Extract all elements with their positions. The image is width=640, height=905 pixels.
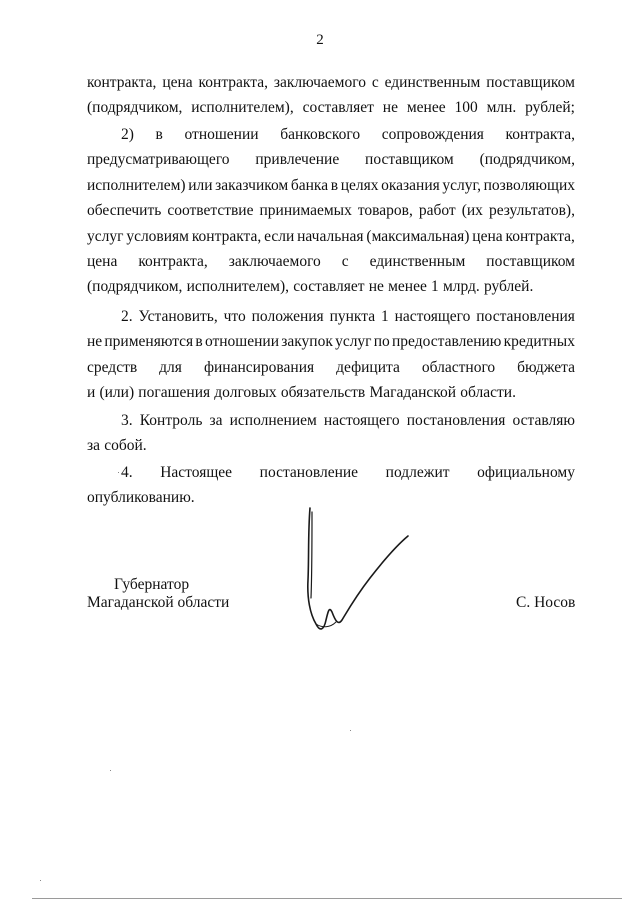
word: не — [382, 99, 398, 117]
word: контракта, — [191, 227, 262, 245]
word: в — [155, 126, 163, 143]
word: кредитных — [503, 333, 575, 351]
scan-speck — [350, 730, 351, 731]
scan-speck — [40, 880, 41, 881]
word: финансирования — [203, 358, 315, 376]
word: постановления — [406, 412, 506, 429]
word: Магаданской — [369, 384, 457, 402]
word: области. — [460, 384, 516, 402]
word: применяются — [104, 333, 194, 351]
paragraph-2-line-1 — [121, 124, 575, 146]
word: постановления — [476, 308, 575, 325]
word: погашения — [138, 384, 211, 402]
paragraph-3-line-3 — [87, 357, 575, 379]
signatory-title-line2: Магаданской области — [87, 594, 230, 611]
word: (подрядчиком, — [87, 99, 183, 117]
word: подлежит — [385, 464, 450, 481]
word: рублей. — [483, 278, 534, 296]
signatory-title-line1: Губернатор — [114, 576, 190, 593]
word: в — [330, 176, 339, 194]
word: исполнителем), — [186, 278, 290, 296]
word: цена — [472, 227, 503, 245]
word: Установить, — [138, 308, 218, 325]
word: 2. — [121, 308, 133, 325]
word: млрд. — [442, 278, 480, 296]
word: настоящего — [394, 308, 471, 325]
word: составляет — [293, 278, 365, 296]
word: опубликованию. — [87, 489, 195, 507]
paragraph-1-line-1 — [87, 72, 575, 94]
word: соответствие — [167, 202, 254, 220]
word: отношении — [204, 333, 280, 351]
word: банка — [290, 176, 329, 194]
word: по — [373, 333, 390, 351]
paragraph-4-line-1 — [121, 410, 575, 432]
word: единственным — [384, 74, 481, 91]
word: заказчиком — [215, 176, 289, 194]
word: услуг, — [442, 176, 482, 194]
word: не — [87, 333, 103, 351]
word: обеспечить — [87, 202, 162, 220]
word: оказания — [381, 176, 440, 194]
word: официальному — [477, 464, 575, 481]
word: предусматривающего — [87, 151, 230, 169]
word: в — [195, 333, 203, 351]
word: контракта, — [87, 74, 157, 91]
word: не — [368, 278, 384, 296]
word: исполнением — [229, 412, 317, 429]
word: и — [87, 384, 96, 402]
page-number: 2 — [316, 32, 324, 48]
word: исполнителем) — [87, 176, 186, 194]
word: привлечение — [255, 151, 340, 169]
word: настоящего — [323, 412, 400, 429]
paragraph-2-line-2 — [87, 149, 575, 171]
word: менее — [406, 99, 446, 117]
word: принимаемых — [259, 202, 352, 220]
paragraph-2-line-6 — [87, 251, 575, 273]
scan-speck — [118, 472, 119, 473]
handwritten-signature — [296, 502, 416, 642]
word: Контроль — [139, 412, 203, 429]
word: поставщиком — [486, 74, 575, 91]
paragraph-3-line-1 — [121, 306, 575, 328]
word: за — [209, 412, 223, 429]
word: бюджета — [517, 358, 575, 376]
word: дефицита — [336, 358, 400, 376]
word: единственным — [369, 253, 466, 270]
word: поставщиком — [365, 151, 454, 169]
word: контракта, — [505, 227, 575, 245]
paragraph-3-line-4 — [87, 382, 575, 404]
paragraph-3-line-2 — [87, 331, 575, 353]
word: условиям — [126, 227, 189, 245]
word: отношении — [184, 126, 259, 143]
word: услуг — [87, 227, 124, 245]
word: с — [371, 74, 379, 91]
word: сопровождения — [381, 126, 484, 143]
word: цена — [162, 74, 193, 91]
word: обязательств — [280, 384, 366, 402]
word: целях — [340, 176, 379, 194]
word: с — [341, 253, 349, 270]
word: 2) — [121, 126, 134, 143]
word: составляет — [302, 99, 374, 117]
paragraph-4-line-2 — [87, 435, 575, 457]
word: 4. — [121, 464, 133, 481]
scan-bottom-edge — [32, 898, 622, 899]
word: (их — [461, 202, 483, 220]
word: 1 — [380, 308, 389, 325]
scan-speck — [110, 770, 111, 771]
word: пункта — [329, 308, 376, 325]
word: 3. — [121, 412, 133, 429]
word: положения — [251, 308, 324, 325]
word: млн. — [486, 99, 517, 117]
word: менее — [388, 278, 427, 296]
word: что — [223, 308, 246, 325]
word: за — [87, 437, 101, 455]
paragraph-2-line-7 — [87, 276, 575, 298]
paragraph-2-line-5 — [87, 226, 575, 248]
word: работ — [418, 202, 456, 220]
word: (подрядчиком, — [479, 151, 575, 169]
paragraph-2-line-3 — [87, 175, 575, 197]
word: заключаемого — [273, 74, 366, 91]
word: долговых — [214, 384, 277, 402]
paragraph-5-line-1 — [121, 462, 575, 484]
word: предоставлению — [392, 333, 502, 351]
word: начальная — [297, 227, 364, 245]
word: товаров, — [357, 202, 413, 220]
word: результатов), — [488, 202, 575, 220]
word: цена — [87, 253, 118, 270]
word: контракта, — [505, 126, 575, 143]
word: банковского — [280, 126, 361, 143]
word: собой. — [104, 437, 147, 455]
word: позволяющих — [483, 176, 575, 194]
word: заключаемого — [228, 253, 321, 270]
word: исполнителем), — [191, 99, 294, 117]
word: контракта, — [138, 253, 208, 270]
word: если — [264, 227, 295, 245]
word: (максимальная) — [366, 227, 470, 245]
paragraph-1-line-2 — [87, 97, 575, 119]
word: областного — [421, 358, 496, 376]
word: 1 — [431, 278, 439, 296]
word: рублей; — [525, 99, 575, 117]
word: или — [188, 176, 213, 194]
word: для — [159, 358, 182, 376]
word: средств — [87, 358, 138, 376]
signatory-name: С. Носов — [516, 594, 576, 611]
word: 100 — [454, 99, 478, 117]
word: закупок — [281, 333, 333, 351]
word: Настоящее — [160, 464, 233, 481]
word: поставщиком — [486, 253, 575, 270]
word: (подрядчиком, — [87, 278, 183, 296]
word: постановление — [259, 464, 359, 481]
paragraph-2-line-4 — [87, 200, 575, 222]
word: контракта, — [198, 74, 268, 91]
word: оставляю — [512, 412, 575, 429]
word: услуг — [335, 333, 372, 351]
word: (или) — [99, 384, 135, 402]
